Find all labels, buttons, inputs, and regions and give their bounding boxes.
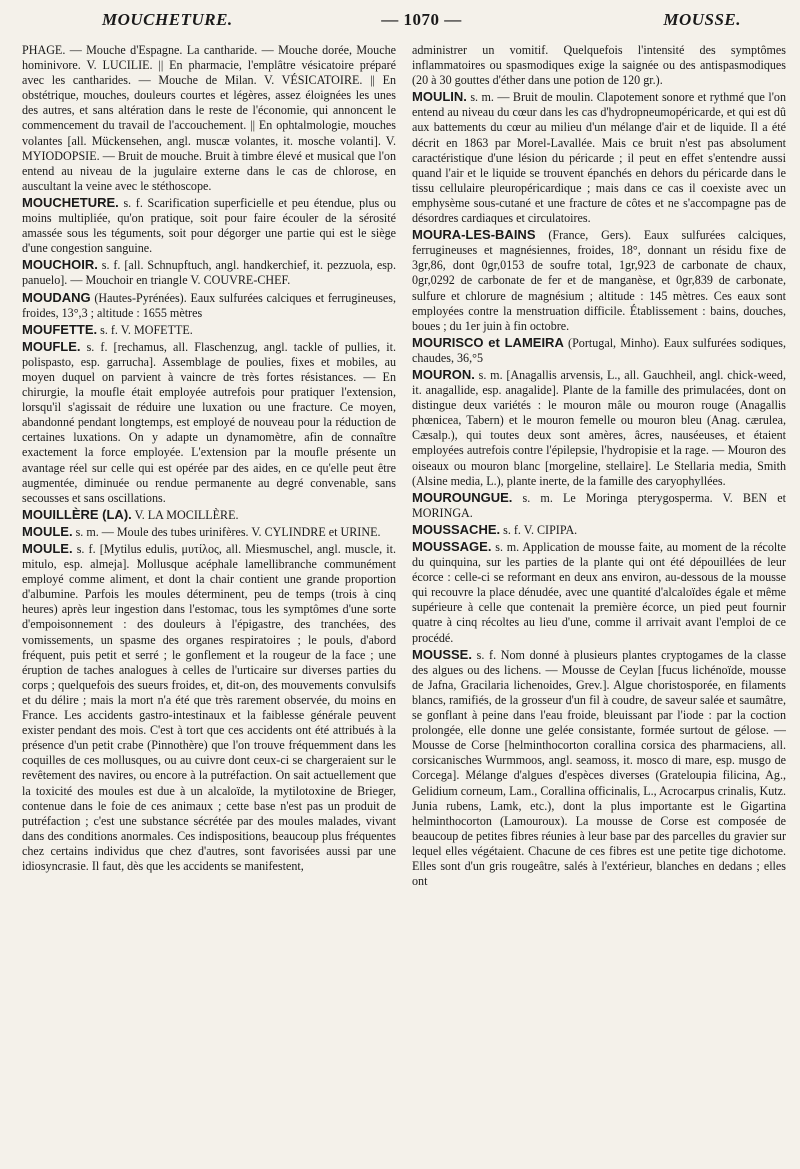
entry-headword: MOURON. (412, 366, 475, 382)
entry-body: (Portugal, Minho). Eaux sulfurées sodiques, chaudes, 36,°5 (412, 335, 786, 365)
entry-headword: MOULE. (22, 523, 73, 539)
text-columns (22, 42, 786, 1162)
entry-body: PHAGE. — Mouche d'Espagne. La cantharide. — Mouche dorée, Mouche hominivore. V. LUCILIE. || En pharmacie, l'emplâtre vésicatoire préparé avec les cantharides. — Mouche de Milan. V. VÉSICATOIRE. || En obstétrique, mouches, douleurs courtes et légères, assez éloignées les unes des autres, et sans altération dans le reste de l'économie, qui annoncent le commencement du travail de l'accouchement. || En ophtalmologie, mouches volantes [all. Mückensehen, angl. muscæ volantes, it. mosche volanti]. V. MYIODOPSIE. — Bruit de mouche. Bruit à timbre élevé et musical que l'on entend au niveau de la jugulaire externe dans le cas de chlorose, en auscultant la veine avec le stéthoscope. (22, 43, 396, 193)
entry-headword: MOURISCO et LAMEIRA (412, 334, 564, 350)
header-left-guideword: MOUCHETURE. (102, 10, 233, 29)
entry (22, 524, 396, 540)
entry (22, 257, 396, 288)
entry-body: s. m. — Moule des tubes urinifères. V. CYLINDRE et URINE. (75, 524, 381, 539)
entry-headword: MOUCHOIR. (22, 257, 98, 273)
entry-body: s. m. Application de mousse faite, au moment de la récolte du quinquina, sur les parties de la plante qui ont été dépouillées de leur écorce : celle-ci se reformant en deux ans environ, au-dessous de la mousse qui recouvre la place dénudée, avec une quantité d'alcaloïdes égale et même supérieure à celle que contenait la première écorce, un pied peut fournir quatre à cinq récoltes au lieu d'une, comme il arrivait avant l'emploi de ce procédé. (412, 540, 786, 645)
entry-body: s. f. Scarification superficielle et peu étendue, plus ou moins multipliée, qu'on pratique, soit pour faire écouler de la sérosité amassée sous les téguments, soit pour dégorger une partie qui est le siège d'une congestion sanguine. (22, 195, 396, 256)
entry (412, 539, 786, 646)
entry-body: s. m. — Bruit de moulin. Clapotement sonore et rythmé que l'on entend au niveau du cœur dans les cas d'hydropneumopéricarde, et qui est dû aux battements du cœur au milieu d'un mélange d'air et de liquide. Il a été décrit en 1863 par Morel-Lavallée. Mais ce bruit n'est pas absolument caractéristique d'une lésion du péricarde ; il peut en effet s'entendre aussi quand l'air et le liquide se trouvent épanchés en dehors du péricarde dans le tissu cellulaire pleuropéricardique ; mais dans ce cas il coexiste avec un emphysème sous-cutané et une fracture de côtes et ne s'accompagne pas de désordres cardiaques et circulatoires. (412, 90, 786, 226)
entry (412, 89, 786, 226)
entry-body: s. f. [all. Schnupftuch, angl. handkerchief, it. pezzuola, esp. panuelo]. — Mouchoir en triangle V. COUVRE-CHEF. (22, 258, 396, 288)
entry-headword: MOULIN. (412, 89, 467, 105)
entry (412, 490, 786, 521)
entry-headword: MOULE. (22, 541, 73, 556)
left-column (22, 42, 396, 1162)
entry-body: (Hautes-Pyrénées). Eaux sulfurées calciques et ferrugineuses, froides, 13°,3 ; altitude : 1655 mètres (22, 290, 396, 320)
entry (22, 42, 396, 194)
entry-headword: MOUFETTE. (22, 321, 98, 337)
entry-body: s. f. V. CIPIPA. (503, 522, 578, 537)
entry (22, 322, 396, 338)
entry (412, 42, 786, 88)
entry-headword: MOURA-LES-BAINS (412, 227, 536, 243)
entry-body: s. m. Le Moringa pterygosperma. V. BEN et MORINGA. (412, 490, 786, 520)
entry (22, 339, 396, 506)
entry-headword: MOUSSE. (412, 646, 472, 662)
entry (22, 507, 396, 523)
entry-body: s. f. Nom donné à plusieurs plantes cryptogames de la classe des algues ou des lichens. — Mousse de Ceylan [fucus lichénoïde, mousse de Jafna, Gracilaria lichenoides, Grev.]. Algue choristosporée, en filaments blancs, ramifiés, de la grosseur d'un fil à coudre, de saveur salée et saumâtre, se gonflant à peine dans l'eau froide, bleuissant par l'iode : par la coction prolongée, elle donne une gelée consistante, formée surtout de gélose. — Mousse de Corse [helminthocorton corallina corsica des pharmaciens, all. corsicanisches Wurmmoos, angl. seamoss, it. mosco di mare, esp. musgo de Corcega]. Mélange d'algues d'espèces diverses (Grateloupia filicina, Ag., Gelidium corneum, Lam., Corallina officinalis, L., Acrocarpus crinalis, Kutz. Junia rubens, Lamk, etc.), dont la plus importante est le Gigartina helminthocorton (Lamouroux). La mousse de Corse est composée de beaucoup de petites fibres réunies à leur base par des parcelles du gravier sur lequel elles végétaient. Chacune de ces fibres est une petite tige dichotome. Elles sont d'un gris rougeâtre, salés à l'extérieur, blanches en dedans ; elles ont (412, 647, 786, 889)
entry-headword: MOUILLÈRE (LA). (22, 506, 132, 522)
entry (412, 367, 786, 489)
entry-body: (France, Gers). Eaux sulfurées calciques, ferrugineuses et magnésiennes, froides, 18°, donnant un résidu fixe de 3gr,86, dont 0gr,0153 de soufre total, 1gr,923 de carbonate de chaux, 0gr,0292 de carbonate de fer et de manganèse, et 0gr,839 de carbonate, sulfure et chlorure de magnésium ; altitude : 145 mètres. Ces eaux sont employées contre la menstruation difficile. Établissement : bains, douches, boues ; du 1er juin à fin octobre. (412, 228, 786, 333)
entry (22, 195, 396, 256)
header-right-guideword: MOUSSE. (663, 10, 741, 29)
entry-headword: MOUCHETURE. (22, 194, 119, 210)
entry-body: s. f. [rechamus, all. Flaschenzug, angl. tackle of pullies, it. polispasto, esp. garrucha]. Assemblage de poulies, fixes et mobiles, au moyen duquel on parvient à vaincre de très fortes résistances. — En chirurgie, la moufle était employée autrefois pour pratiquer l'extension, lorsqu'il s'agissait de réduire une luxation ou une fracture. Ce moyen, abandonné pendant longtemps, est employé de nouveau pour la réduction de certaines luxations. On y adapte un dynamomètre, afin de connaître exactement la force employée. L'extension par la moufle présente un avantage réel sur celle qui est opérée par des aides, en ce qu'elle peut être augmentée, diminuée ou rendue permanente au degré convenable, sans secousses et sans oscillations. (22, 339, 396, 505)
entry (412, 647, 786, 890)
entry-headword: MOUDANG (22, 289, 91, 305)
entry-headword: MOUFLE. (22, 338, 81, 354)
entry-headword: MOUROUNGUE. (412, 489, 513, 505)
entry (22, 290, 396, 321)
entry-body: s. m. [Anagallis arvensis, L., all. Gauchheil, angl. chick-weed, it. anagallide, esp. anagalide]. Plante de la famille des primulacées, dont on distingue deux variétés : le mouron mâle ou mouron rouge (Anagallis phœnicea, Tabern) et le mouron femelle ou mouron bleu (Anag. cærulea, Cæsalp.), qui toutes deux sont amères, âcres, nauséeuses, et étaient employées autrefois contre l'épilepsie, l'hydropisie et la rage. — Mouron des oiseaux ou mouron blanc [morgeline, stellaire]. Le Stellaria media, Smith (Alsine media, L.), plante inerte, de la famille des caryophyllées. (412, 367, 786, 488)
entry-body: s. f. V. MOFETTE. (100, 322, 193, 337)
running-header (22, 10, 786, 42)
entry-headword: MOUSSACHE. (412, 521, 501, 537)
entry (22, 541, 396, 874)
entry (412, 335, 786, 366)
right-column (412, 42, 786, 1162)
page-number: — 1070 — (381, 10, 462, 29)
entry-body: V. LA MOCILLÈRE. (134, 507, 239, 522)
entry-body: s. f. [Mytilus edulis, μυτίλος, all. Miesmuschel, angl. muscle, it. mitulo, esp. almeja]. Mollusque acéphale lamellibranche communément employé comme aliment, et dont la chair contient une grande proportion d'albumine. Parfois les moules déterminent, peu de temps (trois à cinq heures) après leur ingestion dans l'estomac, tous les symptômes d'une sorte d'empoisonnement : des douleurs à l'épigastre, des tranchées, des vomissements, un spasme des organes respiratoires ; le pouls, d'abord fréquent, puis petit et serré ; le gonflement et la rougeur de la face ; une éruption de taches analogues à celles de l'urticaire sur diverses parties du corps ; quelquefois des sueurs froides, et, dit-on, des mouvements convulsifs et du délire ; mais la mort n'a été que très rarement observée, du moins en France. Les accidents gastro-intestinaux et la faiblesse générale peuvent exister pendant des mois. C'est à tort que ces accidents ont été attribués à la présence d'un petit crabe (Pinnothère) que l'on trouve fréquemment dans les coquilles de ces mollusques, ou au cuivre dont ceux-ci se chargeraient sur le revêtement des navires, ou encore à la putréfaction. On sait actuellement que la toxicité des moules est due à un alcaloïde, la mytilotoxine de Brieger, contenue dans le foie de ces animaux ; cette base n'est pas un produit de putréfaction ; c'est une substance sécrétée par des moules malades, vivant dans des conditions anormales. Ces indispositions, beaucoup plus fréquentes chez certains individus que chez d'autres, sont favorisées aussi par une idiosyncrasie. Il faut, dès que les accidents se manifestent, (22, 542, 396, 873)
entry-headword: MOUSSAGE. (412, 539, 492, 554)
entry (412, 227, 786, 334)
entry-body: administrer un vomitif. Quelquefois l'intensité des symptômes inflammatoires ou spasmodiques exige la saignée ou des antispasmodiques (20 à 30 gouttes d'éther dans une potion de 120 gr.). (412, 43, 786, 88)
entry (412, 522, 786, 538)
